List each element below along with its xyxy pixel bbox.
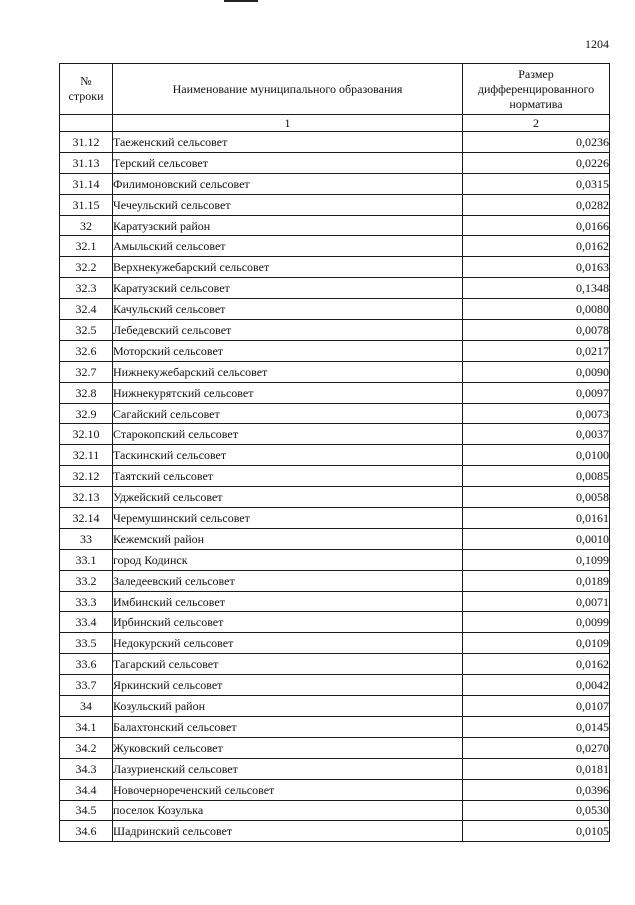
table-row [60,194,610,215]
norm-value-cell: 0,0090 [463,361,610,382]
municipality-name-cell: Яркинский сельсовет [113,675,463,696]
row-number-cell: 32.3 [60,278,113,299]
municipality-name-cell: Лазуриенский сельсовет [113,758,463,779]
norm-value-cell: 0,0080 [463,299,610,320]
header-value-line: дифференцированного [477,81,595,96]
norm-value-cell: 0,0189 [463,570,610,591]
norm-value-cell: 0,0058 [463,487,610,508]
row-number-cell: 32.6 [60,340,113,361]
municipality-name-cell: Терский сельсовет [113,152,463,173]
norm-value-cell: 0,0078 [463,320,610,341]
norm-value-cell: 0,0282 [463,194,610,215]
header-row-number [60,64,113,115]
municipality-name-cell: Кежемский район [113,528,463,549]
municipality-name-cell: Качульский сельсовет [113,299,463,320]
header-municipality-name: Наименование муниципального образования [113,64,463,115]
row-number-cell: 32.8 [60,382,113,403]
row-number-cell: 33 [60,528,113,549]
municipality-name-cell: Недокурский сельсовет [113,633,463,654]
page-number: 1204 [585,37,609,51]
row-number-cell: 32 [60,215,113,236]
municipality-name-cell: Нижнекурятский сельсовет [113,382,463,403]
table-row [60,716,610,737]
municipality-name-cell: Каратузский район [113,215,463,236]
row-number-cell: 32.13 [60,487,113,508]
table-row [60,320,610,341]
table-row [60,403,610,424]
table-row [60,528,610,549]
row-number-cell: 32.5 [60,320,113,341]
table-row [60,361,610,382]
norm-value-cell: 0,0162 [463,236,610,257]
row-number-cell: 34.4 [60,779,113,800]
row-number-cell: 33.5 [60,633,113,654]
header-norm-size [463,64,610,115]
norm-value-cell: 0,0073 [463,403,610,424]
norm-value-cell: 0,0145 [463,716,610,737]
municipality-name-cell: Таеженский сельсовет [113,132,463,153]
row-number-cell: 32.14 [60,508,113,529]
row-number-cell: 34.3 [60,758,113,779]
table-row [60,132,610,153]
municipality-name-cell: Сагайский сельсовет [113,403,463,424]
column-index-2: 2 [463,115,610,132]
table-row [60,340,610,361]
municipality-name-cell: Черемушинский сельсовет [113,508,463,529]
row-number-cell: 33.7 [60,675,113,696]
top-edge-mark [224,0,258,2]
row-number-cell: 32.11 [60,445,113,466]
row-number-cell: 33.4 [60,612,113,633]
norm-value-cell: 0,1348 [463,278,610,299]
municipality-name-cell: Нижнекужебарский сельсовет [113,361,463,382]
header-num-line: № [80,74,92,88]
norm-value-cell: 0,0315 [463,173,610,194]
municipality-name-cell: Каратузский сельсовет [113,278,463,299]
table-row [60,424,610,445]
row-number-cell: 32.2 [60,257,113,278]
norm-value-cell: 0,0161 [463,508,610,529]
norm-value-cell: 0,0166 [463,215,610,236]
norm-value-cell: 0,0085 [463,466,610,487]
table-body [60,132,610,842]
norm-value-cell: 0,0217 [463,340,610,361]
norm-value-cell: 0,1099 [463,549,610,570]
norm-value-cell: 0,0105 [463,821,610,842]
table-header-row [60,64,610,115]
table-row [60,236,610,257]
municipality-name-cell: Верхнекужебарский сельсовет [113,257,463,278]
table-row [60,487,610,508]
municipality-name-cell: поселок Козулька [113,800,463,821]
norm-value-cell: 0,0530 [463,800,610,821]
row-number-cell: 31.14 [60,173,113,194]
table-row [60,570,610,591]
table-row [60,654,610,675]
municipality-name-cell: Балахтонский сельсовет [113,716,463,737]
municipality-name-cell: Филимоновский сельсовет [113,173,463,194]
row-number-cell: 33.3 [60,591,113,612]
municipality-name-cell: Шадринский сельсовет [113,821,463,842]
municipality-name-cell: Тагарский сельсовет [113,654,463,675]
table-row [60,779,610,800]
norm-value-cell: 0,0099 [463,612,610,633]
norm-value-cell: 0,0162 [463,654,610,675]
norm-value-cell: 0,0163 [463,257,610,278]
header-num-line: строки [68,89,104,103]
row-number-cell: 33.6 [60,654,113,675]
table-row [60,215,610,236]
table-row [60,758,610,779]
row-number-cell: 32.4 [60,299,113,320]
table-row [60,633,610,654]
row-number-cell: 32.9 [60,403,113,424]
row-number-cell: 34 [60,696,113,717]
norm-value-cell: 0,0226 [463,152,610,173]
row-number-cell: 32.7 [60,361,113,382]
norms-table [59,63,610,842]
table-row [60,278,610,299]
municipality-name-cell: Таятский сельсовет [113,466,463,487]
table-row [60,445,610,466]
table-row [60,591,610,612]
table-row [60,675,610,696]
table-row [60,508,610,529]
municipality-name-cell: Моторский сельсовет [113,340,463,361]
column-index-empty [60,115,113,132]
table-row [60,612,610,633]
row-number-cell: 31.12 [60,132,113,153]
row-number-cell: 33.2 [60,570,113,591]
municipality-name-cell: город Кодинск [113,549,463,570]
norm-value-cell: 0,0109 [463,633,610,654]
table-row [60,466,610,487]
row-number-cell: 34.2 [60,737,113,758]
norm-value-cell: 0,0396 [463,779,610,800]
municipality-name-cell: Таскинский сельсовет [113,445,463,466]
table-row [60,173,610,194]
row-number-cell: 34.1 [60,716,113,737]
municipality-name-cell: Ирбинский сельсовет [113,612,463,633]
norm-value-cell: 0,0181 [463,758,610,779]
table-row [60,800,610,821]
table-row [60,152,610,173]
norm-value-cell: 0,0236 [463,132,610,153]
row-number-cell: 33.1 [60,549,113,570]
municipality-name-cell: Старокопский сельсовет [113,424,463,445]
norm-value-cell: 0,0270 [463,737,610,758]
table-row [60,549,610,570]
norm-value-cell: 0,0100 [463,445,610,466]
table-row [60,696,610,717]
row-number-cell: 31.15 [60,194,113,215]
row-number-cell: 34.6 [60,821,113,842]
row-number-cell: 34.5 [60,800,113,821]
municipality-name-cell: Уджейский сельсовет [113,487,463,508]
municipality-name-cell: Амыльский сельсовет [113,236,463,257]
municipality-name-cell: Лебедевский сельсовет [113,320,463,341]
table-row [60,382,610,403]
row-number-cell: 32.10 [60,424,113,445]
table-row [60,821,610,842]
municipality-name-cell: Чечеульский сельсовет [113,194,463,215]
norm-value-cell: 0,0097 [463,382,610,403]
row-number-cell: 32.1 [60,236,113,257]
municipality-name-cell: Новочернореченский сельсовет [113,779,463,800]
municipality-name-cell: Заледеевский сельсовет [113,570,463,591]
table-row [60,737,610,758]
table-row [60,257,610,278]
norm-value-cell: 0,0107 [463,696,610,717]
row-number-cell: 31.13 [60,152,113,173]
column-index-row [60,115,610,132]
header-value-line: Размер [518,66,554,81]
norm-value-cell: 0,0010 [463,528,610,549]
norm-value-cell: 0,0037 [463,424,610,445]
column-index-1: 1 [113,115,463,132]
norm-value-cell: 0,0071 [463,591,610,612]
norm-value-cell: 0,0042 [463,675,610,696]
header-value-line: норматива [509,96,563,111]
table-row [60,299,610,320]
municipality-name-cell: Козульский район [113,696,463,717]
row-number-cell: 32.12 [60,466,113,487]
municipality-name-cell: Имбинский сельсовет [113,591,463,612]
municipality-name-cell: Жуковский сельсовет [113,737,463,758]
